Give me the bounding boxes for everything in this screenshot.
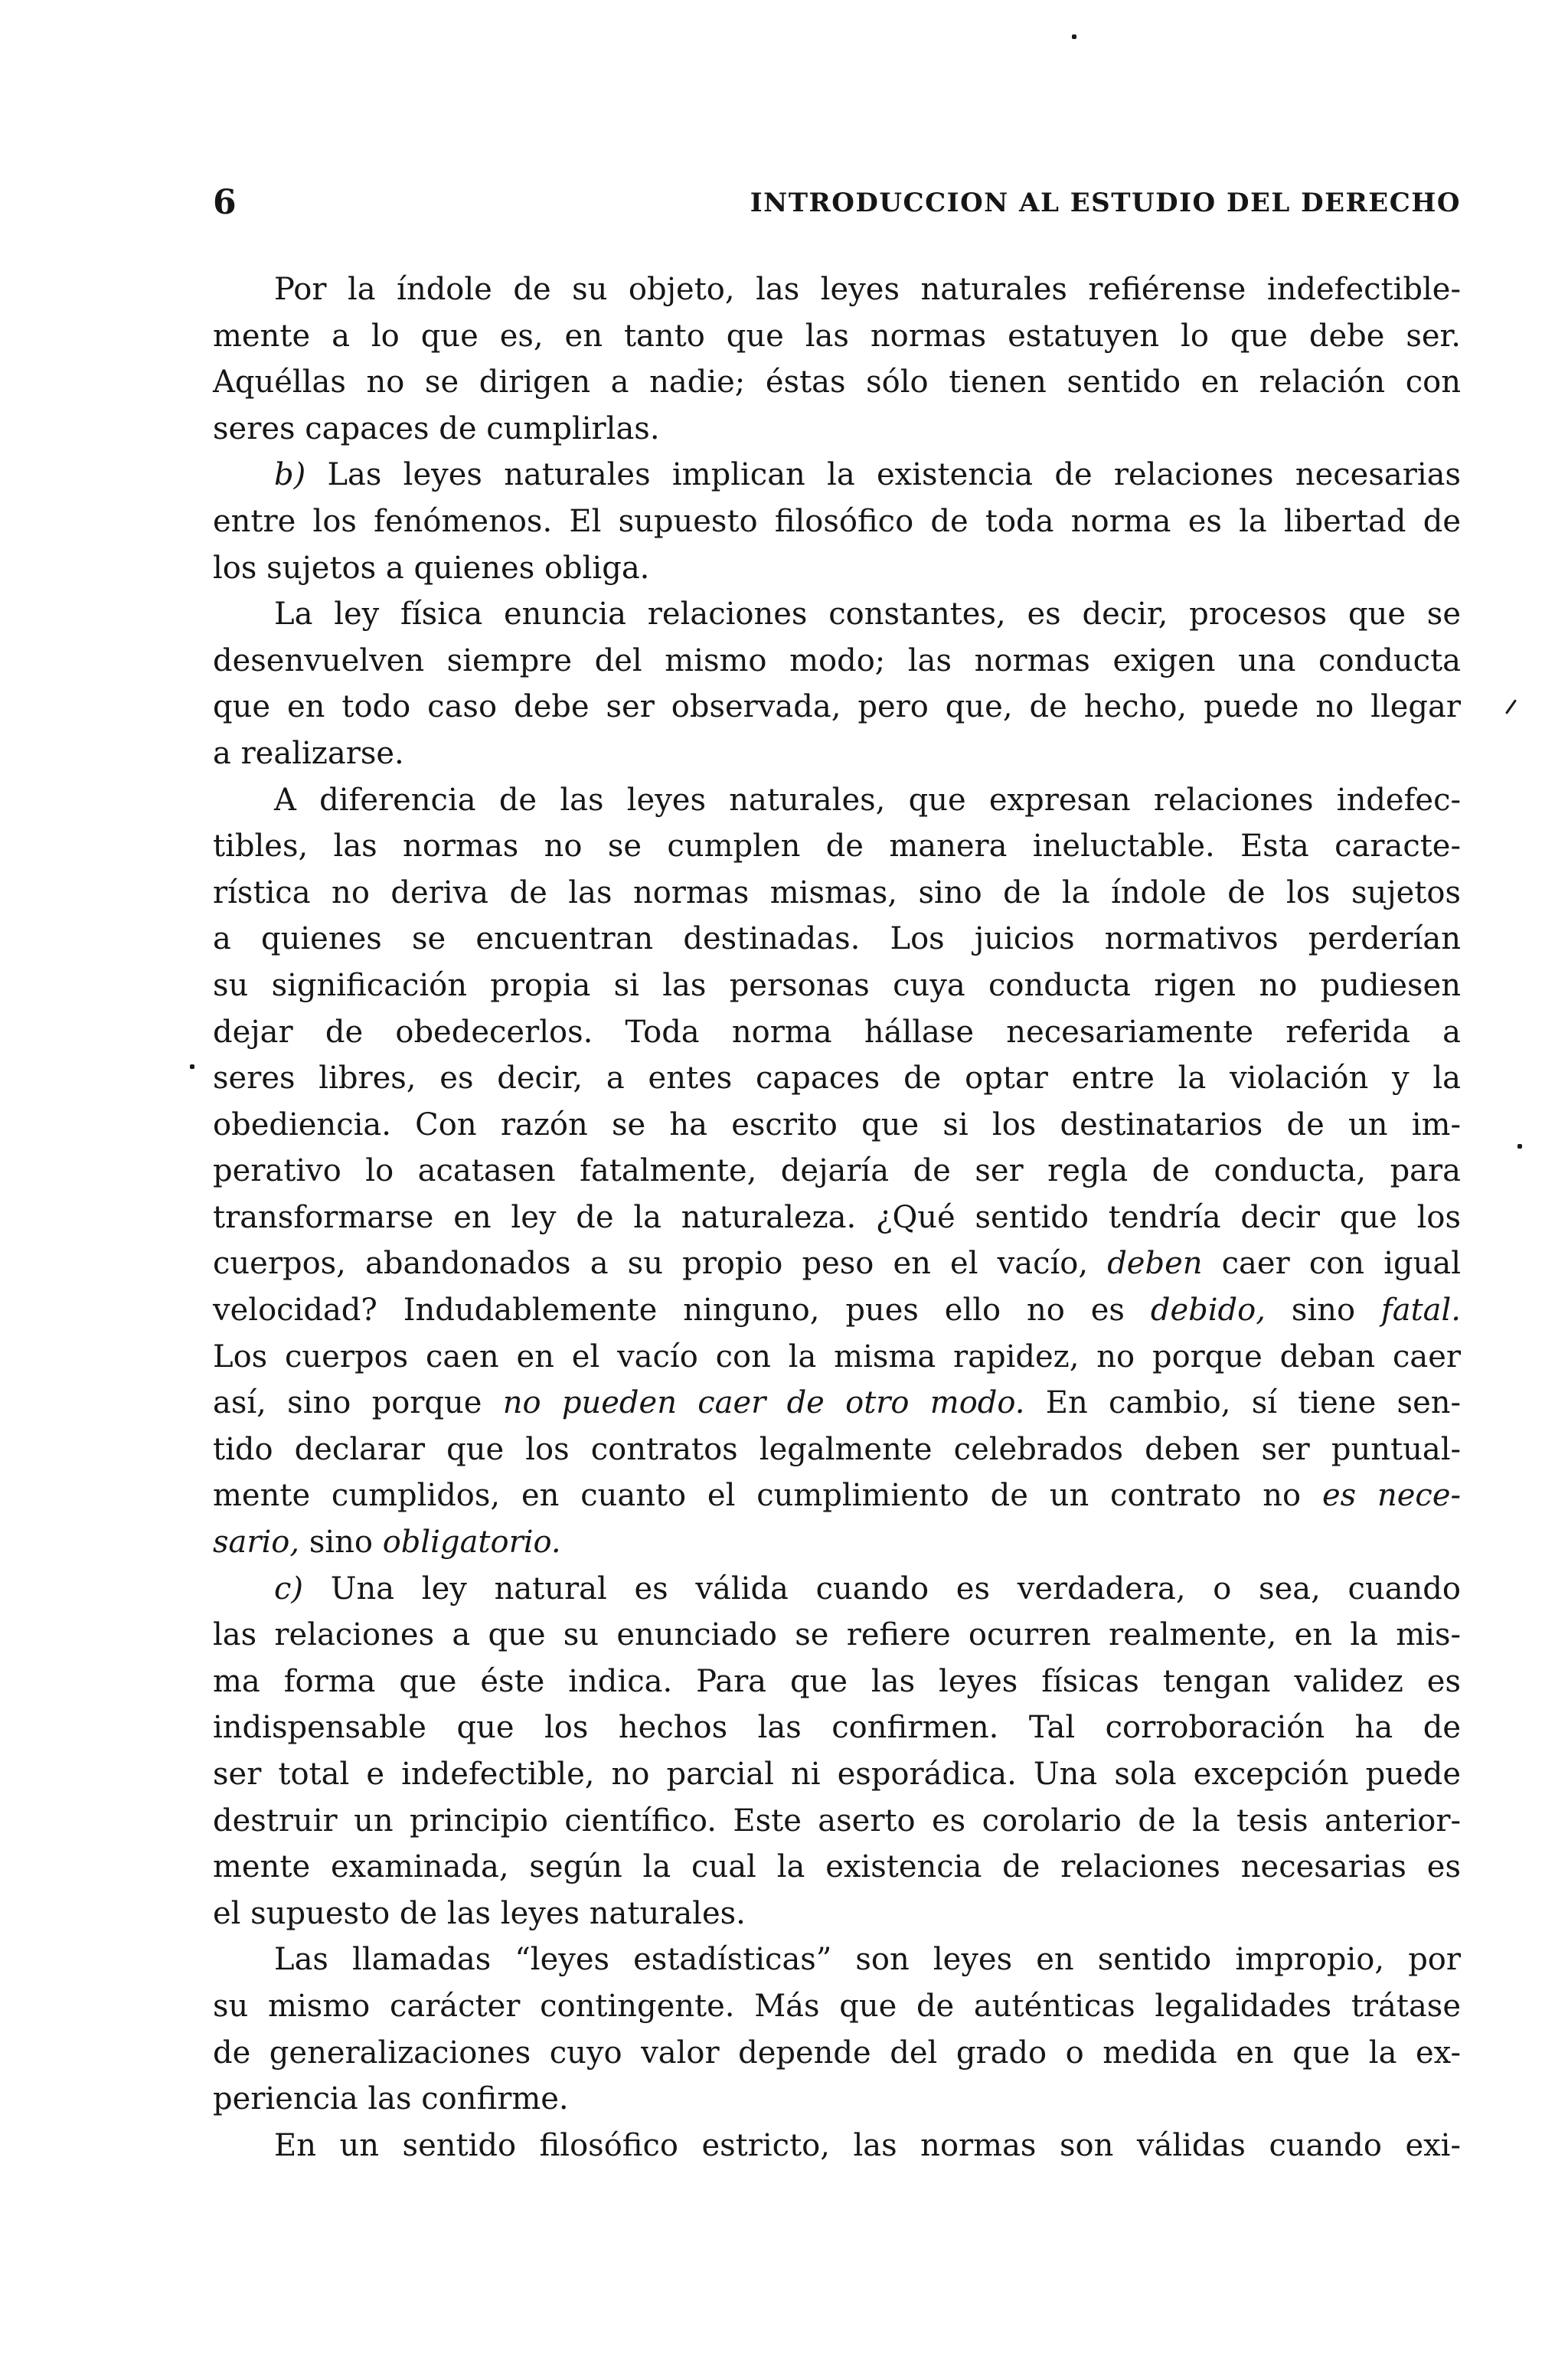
scan-speck — [1517, 1144, 1522, 1149]
text-line: transformarse en ley de la naturaleza. ¿Qué sentido tendría decir que los — [213, 1199, 1461, 1235]
text-line: En un sentido filosófico estricto, las normas son válidas cuando exi- — [274, 2127, 1461, 2163]
text-line: obediencia. Con razón se ha escrito que si los destinatarios de un im- — [213, 1106, 1461, 1142]
scan-speck — [1072, 34, 1076, 39]
text-line: el supuesto de las leyes naturales. — [213, 1895, 746, 1931]
text-line: mente a lo que es, en tanto que las normas estatuyen lo que debe ser. — [213, 318, 1461, 354]
text-line: su mismo carácter contingente. Más que de auténticas legalidades trátase — [213, 1988, 1461, 2024]
text-line: ser total e indefectible, no parcial ni esporádica. Una sola excepción puede — [213, 1757, 1461, 1792]
text-line: entre los fenómenos. El supuesto filosófico de toda norma es la libertad de — [213, 503, 1461, 539]
text-line: los sujetos a quienes obliga. — [213, 550, 650, 586]
text-line: La ley física enuncia relaciones constantes, es decir, procesos que se — [274, 597, 1461, 632]
text-line: rística no deriva de las normas mismas, sino de la índole de los sujetos — [213, 874, 1461, 910]
text-line: a realizarse. — [213, 735, 404, 771]
text-line: desenvuelven siempre del mismo modo; las normas exigen una conducta — [213, 642, 1461, 678]
text-line: periencia las confirme. — [213, 2081, 569, 2117]
text-line: perativo lo acatasen fatalmente, dejaría de ser regla de conducta, para — [213, 1153, 1461, 1189]
page-header — [213, 180, 1461, 226]
text-line: tibles, las normas no se cumplen de manera ineluctable. Esta caracte- — [213, 829, 1461, 865]
text-line: a quienes se encuentran destinadas. Los juicios normativos perderían — [213, 921, 1461, 957]
text-line: c) Una ley natural es válida cuando es verdadera, o sea, cuando — [274, 1571, 1461, 1607]
scan-speck — [1505, 699, 1517, 714]
text-line: mente cumplidos, en cuanto el cumplimiento de un contrato no es nece- — [213, 1478, 1462, 1514]
text-line: velocidad? Indudablemente ninguno, pues ello no es debido, sino fatal. — [213, 1293, 1462, 1329]
text-line: así, sino porque no pueden caer de otro modo. En cambio, sí tiene sen- — [213, 1385, 1462, 1421]
scan-speck — [190, 1064, 194, 1069]
text-line: ma forma que éste indica. Para que las leyes físicas tengan validez es — [213, 1663, 1461, 1699]
text-line: las relaciones a que su enunciado se refiere ocurren realmente, en la mis- — [213, 1617, 1461, 1653]
text-line: seres libres, es decir, a entes capaces de optar entre la violación y la — [213, 1061, 1461, 1097]
page-number: 6 — [213, 183, 237, 222]
running-title: INTRODUCCION AL ESTUDIO DEL DERECHO — [750, 188, 1461, 218]
text-line: dejar de obedecerlos. Toda norma hállase necesariamente referida a — [213, 1014, 1461, 1050]
text-line: Los cuerpos caen en el vacío con la misma rapidez, no porque deban caer — [213, 1339, 1461, 1374]
text-line: que en todo caso debe ser observada, pero que, de hecho, puede no llegar — [213, 689, 1461, 725]
text-line: tido declarar que los contratos legalmente celebrados deben ser puntual- — [213, 1431, 1461, 1467]
text-line: Aquéllas no se dirigen a nadie; éstas sólo tienen sentido en relación con — [213, 364, 1461, 400]
text-line: b) Las leyes naturales implican la existencia de relaciones necesarias — [274, 457, 1461, 493]
text-line: seres capaces de cumplirlas. — [213, 410, 660, 446]
text-line: indispensable que los hechos las confirmen. Tal corroboración ha de — [213, 1710, 1461, 1746]
text-line: Por la índole de su objeto, las leyes naturales refiérense indefectible- — [274, 272, 1461, 307]
text-line: mente examinada, según la cual la existencia de relaciones necesarias es — [213, 1849, 1461, 1885]
text-line: destruir un principio científico. Este aserto es corolario de la tesis anterior- — [213, 1803, 1461, 1839]
text-line: su significación propia si las personas cuya conducta rigen no pudiesen — [213, 967, 1461, 1003]
body-text — [213, 266, 1461, 2169]
text-line: Las llamadas “leyes estadísticas” son leyes en sentido impropio, por — [274, 1942, 1461, 1978]
section-marker-b: b) — [274, 457, 306, 493]
section-marker-c: c) — [274, 1571, 304, 1607]
text-line: de generalizaciones cuyo valor depende del grado o medida en que la ex- — [213, 2035, 1461, 2071]
text-line: cuerpos, abandonados a su propio peso en el vacío, deben caer con igual — [213, 1246, 1461, 1282]
text-line: A diferencia de las leyes naturales, que expresan relaciones indefec- — [274, 782, 1461, 818]
text-line: sario, sino obligatorio. — [213, 1525, 561, 1561]
